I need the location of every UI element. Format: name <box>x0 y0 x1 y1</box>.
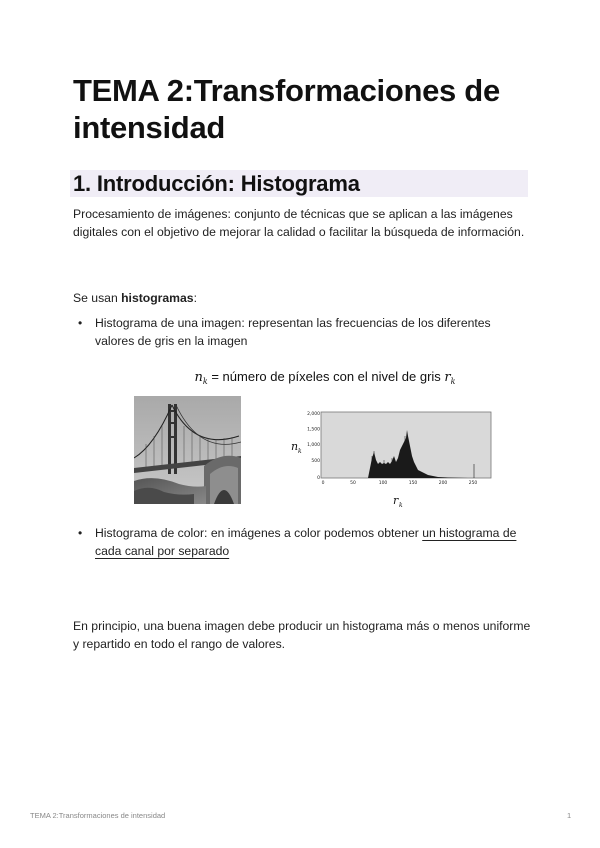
se-usan-bold: histogramas <box>121 291 194 305</box>
x-tick: 150 <box>408 481 418 486</box>
footer-title: TEMA 2:Transformaciones de intensidad <box>30 811 166 820</box>
x-tick: 50 <box>350 481 356 486</box>
section-heading: 1. Introducción: Histograma <box>73 171 360 196</box>
x-tick: 100 <box>378 481 388 486</box>
se-usan-prefix: Se usan <box>73 291 122 305</box>
bullet-text <box>95 524 530 560</box>
bullet-text: Histograma de una imagen: representan las frecuencias de los diferentes valores de gris en la imagen <box>95 316 491 348</box>
bullet-dot: • <box>78 526 83 540</box>
formula-lhs-sub: k <box>202 377 208 386</box>
histogram-x-label-sub: k <box>399 502 403 509</box>
formula-rhs-sub: k <box>450 377 456 386</box>
histogram-y-label: n <box>291 440 299 453</box>
histogram-y-label-sub: k <box>298 448 302 455</box>
bullet-dot: • <box>78 316 83 330</box>
x-tick: 0 <box>321 481 325 486</box>
se-usan-paragraph <box>73 289 533 307</box>
histogram-x-label: r <box>393 494 399 507</box>
section-heading-block <box>70 170 528 197</box>
y-tick: 500 <box>311 459 320 464</box>
x-tick: 250 <box>468 481 478 486</box>
formula-rhs: r <box>444 370 451 385</box>
conclusion-paragraph: En principio, una buena imagen debe producir un histograma más o menos uniforme y repartido en todo el rango de valores. <box>73 619 531 651</box>
intro-paragraph: Procesamiento de imágenes: conjunto de técnicas que se aplican a las imágenes digitales con el objetivo de mejorar la calidad o facilitar la búsqueda de información. <box>73 207 525 239</box>
bridge-image <box>134 396 241 504</box>
formula-lhs: n <box>194 370 203 385</box>
y-tick: 2,000 <box>307 412 320 417</box>
page-title: TEMA 2:Transformaciones de intensidad <box>73 73 500 145</box>
y-tick: 1,000 <box>307 443 320 448</box>
se-usan-suffix: : <box>193 291 197 305</box>
footer-page-number: 1 <box>567 811 572 820</box>
histograma-canal-link[interactable]: un histograma de cada canal por separado <box>95 526 517 558</box>
formula-text: = número de píxeles con el nivel de gris <box>207 369 445 384</box>
bullet2-prefix: Histograma de color: en imágenes a color podemos obtener <box>95 526 423 540</box>
y-tick: 1,500 <box>307 427 320 433</box>
formula <box>150 369 500 386</box>
y-tick: 0 <box>317 476 320 481</box>
histogram-figure <box>288 406 494 512</box>
x-tick: 200 <box>438 481 448 486</box>
